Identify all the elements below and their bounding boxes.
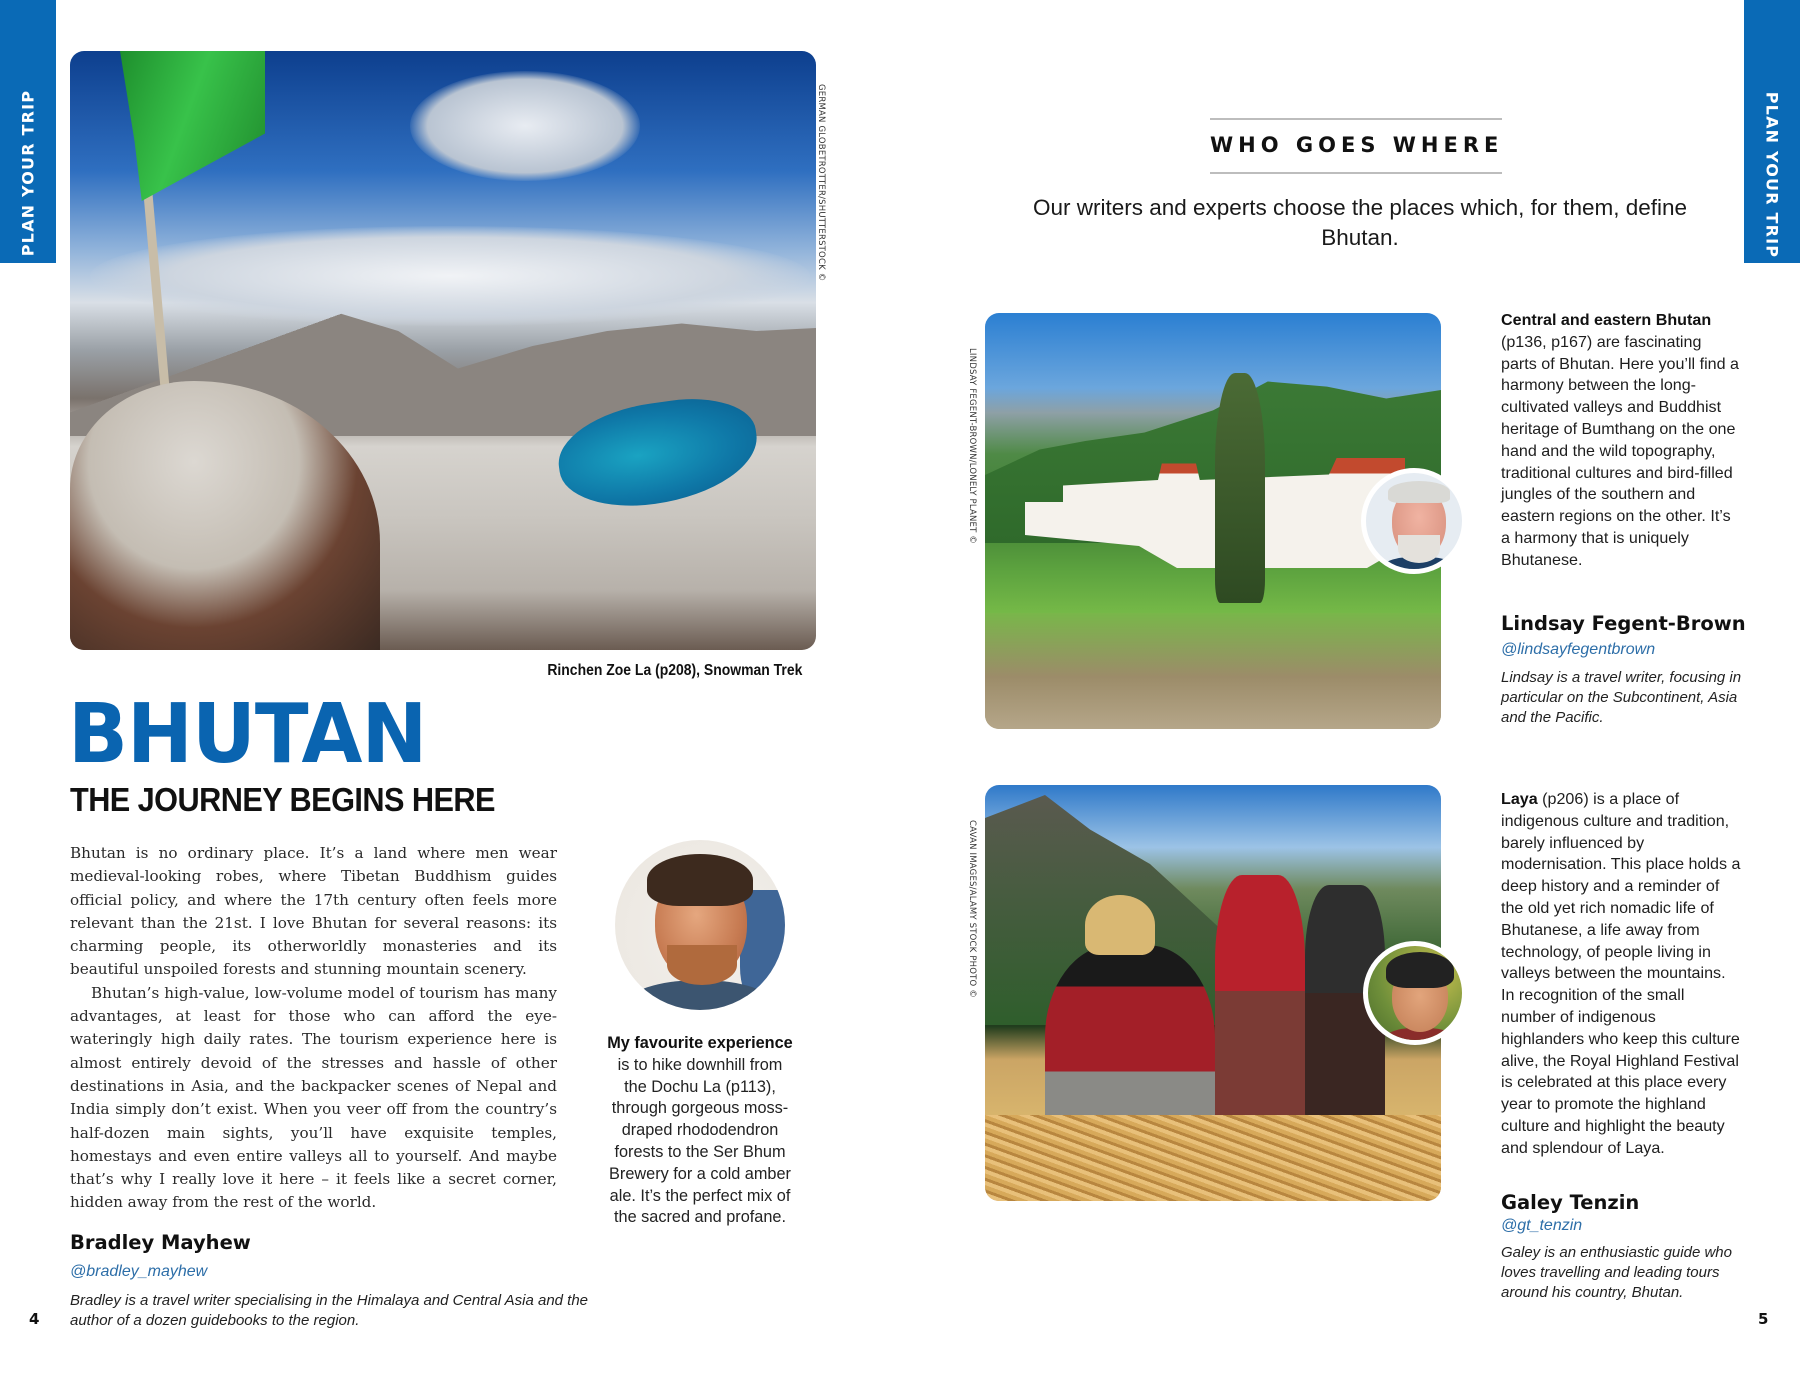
avatar-lindsay-icon	[1361, 468, 1467, 574]
entry-place: Central and eastern Bhutan	[1501, 311, 1712, 329]
author-bio: Galey is an enthusiastic guide who loves travelling and leading tours around his country, Bhutan.	[1501, 1244, 1732, 1301]
divider	[1210, 172, 1502, 174]
avatar-galey-icon	[1363, 941, 1467, 1045]
author-handle-link[interactable]: @gt_tenzin	[1501, 1217, 1583, 1234]
author-name: Lindsay Fegent-Brown	[1501, 612, 1746, 635]
avatar-bradley-icon	[615, 840, 785, 1010]
side-tab-label: PLAN YOUR TRIP	[18, 89, 38, 257]
body-paragraph: Bhutan is no ordinary place. It’s a land where men wear medieval-looking robes, where Tibetan Buddhism guides official policy, and where the 17th century often feels more relevant than the 21st. I love Bhutan for several reasons: its charming people, its otherworldly monasteries and its beautiful unspoiled forests and stunning mountain scenery.	[70, 844, 557, 979]
entry-place: Laya	[1501, 790, 1538, 808]
side-tab-left	[0, 0, 56, 263]
section-intro: Our writers and experts choose the places which, for them, define Bhutan.	[1032, 195, 1688, 250]
entry-text: (p206) is a place of indigenous culture and tradition, barely influenced by modernisation. This place holds a deep history and a reminder of the old yet rich nomadic life of Bhutanese, a life away from technology, of people living in valleys between the mountains. In recognition of the small number of indigenous highlanders who keep this culture alive, the Royal Highland Festival is celebrated at this place every year to promote the highland culture and highlight the beauty and splendour of Laya.	[1501, 790, 1741, 1157]
favourite-experience	[605, 1033, 795, 1229]
side-tab-label: PLAN YOUR TRIP	[1762, 91, 1782, 259]
body-paragraph: Bhutan’s high-value, low-volume model of tourism has many advantages, at least for those who can afford the eye-wateringly high daily rates. The tourism experience here is almost entirely devoid of the stresses and hassle of other destinations in Asia, and the backpacker scenes of Nepal and India simply don’t exist. When you veer off from the country’s half-dozen main sights, you’ll have exquisite temples, homestays and even entire valleys all to yourself. And maybe that’s why I really love it here – it feels like a secret corner, hidden away from the rest of the world.	[70, 983, 557, 1212]
entry-description	[1501, 789, 1741, 1160]
section-title: WHO GOES WHERE	[1210, 133, 1504, 157]
page-title: BHUTAN	[68, 687, 427, 782]
photo-caption: Rinchen Zoe La (p208), Snowman Trek	[546, 662, 802, 679]
side-tab-right	[1744, 0, 1800, 263]
photo-credit: GERMAN GLOBETROTTER/SHUTTERSTOCK ©	[816, 84, 826, 282]
author-name: Bradley Mayhew	[70, 1231, 251, 1254]
photo-credit: CAVAN IMAGES/ALAMY STOCK PHOTO ©	[967, 820, 977, 999]
author-name: Galey Tenzin	[1501, 1191, 1640, 1214]
intro-body	[70, 842, 557, 1215]
page-number: 4	[29, 1310, 40, 1328]
photo-credit: LINDSAY FEGENT-BROWN/LONELY PLANET ©	[967, 348, 977, 545]
favourite-text: is to hike downhill from the Dochu La (p113), through gorgeous moss-draped rhododendron forests to the Ser Bhum Brewery for a cold amber ale. It’s the perfect mix of the sacred and profane.	[609, 1055, 791, 1227]
author-bio: Lindsay is a travel writer, focusing in particular on the Subcontinent, Asia and the Pacific.	[1501, 669, 1742, 726]
entry-description	[1501, 310, 1741, 572]
divider	[1210, 118, 1502, 120]
entry-text: (p136, p167) are fascinating parts of Bhutan. Here you’ll find a harmony between the long-cultivated valleys and Buddhist heritage of Bumthang on the one hand and the wild topography, traditional cultures and bird-filled jungles of the southern and eastern regions on the other. It’s a harmony that is uniquely Bhutanese.	[1501, 332, 1739, 569]
author-handle-link[interactable]: @lindsayfegentbrown	[1501, 641, 1656, 658]
favourite-lead: My favourite experience	[607, 1034, 793, 1052]
author-bio: Bradley is a travel writer specialising in the Himalaya and Central Asia and the author of a dozen guidebooks to the region.	[70, 1292, 589, 1329]
author-handle-link[interactable]: @bradley_mayhew	[70, 1263, 208, 1280]
photo-mountain-lake-icon	[70, 51, 816, 650]
page-subtitle: THE JOURNEY BEGINS HERE	[70, 781, 495, 818]
prayer-flag-icon	[120, 51, 265, 201]
page-number: 5	[1758, 1310, 1769, 1328]
